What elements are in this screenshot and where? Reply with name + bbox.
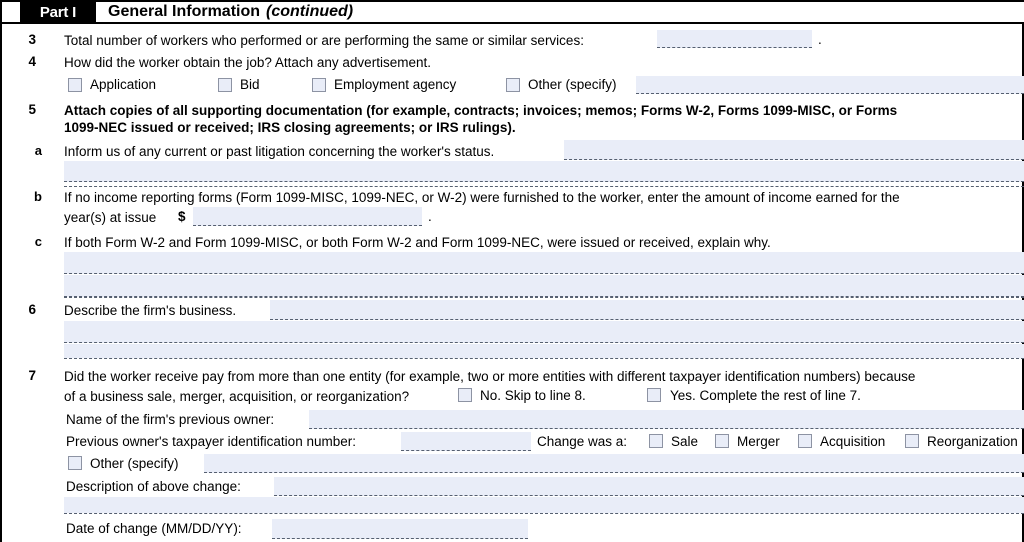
prev-owner-name-input[interactable] (309, 410, 1024, 429)
line-4 (2, 52, 1024, 92)
checkbox-other-specify-label: Other (specify) (528, 77, 617, 92)
checkbox-bid[interactable] (218, 78, 232, 92)
description-of-change-input-1[interactable] (274, 477, 1024, 496)
line-5a-input-1[interactable] (564, 140, 1024, 160)
checkbox-change-other-specify-label: Other (specify) (90, 456, 179, 471)
checkbox-change-other-specify[interactable] (68, 456, 82, 470)
checkbox-change-merger[interactable] (715, 434, 729, 448)
line-4-other-input[interactable] (636, 76, 1024, 94)
checkbox-no-skip-line-8[interactable] (458, 388, 472, 402)
line-5a-letter: a (34, 143, 42, 158)
checkbox-change-sale[interactable] (649, 434, 663, 448)
line-6-number: 6 (28, 302, 36, 317)
checkbox-bid-label: Bid (240, 77, 260, 92)
line-7-text-2: of a business sale, merger, acquisition, or reorganization? (64, 389, 410, 404)
line-5b-text-1: If no income reporting forms (Form 1099-MISC, 1099-NEC, or W-2) were furnished to the worker, enter the amount of income earned for the (64, 190, 900, 205)
line-6 (2, 300, 1024, 364)
line-3-text: Total number of workers who performed or are performing the same or similar services: (64, 33, 584, 48)
checkbox-application-label: Application (90, 77, 157, 92)
checkbox-change-acquisition-label: Acquisition (820, 434, 886, 449)
line-5-text-1: Attach copies of all supporting documentation (for example, contracts; invoices; memos; Forms W-2, Forms 1099-MISC, or Forms (64, 103, 898, 118)
line-5-number: 5 (28, 102, 36, 117)
rule-after-5a (64, 186, 1024, 187)
checkbox-yes-complete-line-7[interactable] (647, 388, 661, 402)
page-title (108, 2, 353, 22)
line-5b (2, 187, 1024, 231)
checkbox-employment-agency[interactable] (312, 78, 326, 92)
line-6-input-2[interactable] (64, 321, 1024, 343)
line-5b-text-2: year(s) at issue (64, 210, 157, 225)
line-4-number: 4 (28, 54, 36, 69)
line-6-input-3[interactable] (64, 344, 1024, 358)
line-5b-letter: b (34, 189, 42, 204)
checkbox-employment-agency-label: Employment agency (334, 77, 457, 92)
line-4-text: How did the worker obtain the job? Attach any advertisement. (64, 55, 431, 70)
line-5c-text: If both Form W-2 and Form 1099-MISC, or both Form W-2 and Form 1099-NEC, were issued or received, explain why. (64, 235, 771, 250)
checkbox-change-reorganization-label: Reorganization (927, 434, 1018, 449)
part-label: Part I (20, 2, 96, 22)
line-5c (2, 232, 1024, 292)
line-3 (2, 30, 1024, 50)
part-header (2, 0, 1024, 24)
line-5 (2, 100, 1024, 136)
line-6-text: Describe the firm's business. (64, 303, 237, 318)
part-title-text: General Information (108, 3, 261, 20)
checkbox-application[interactable] (68, 78, 82, 92)
line-5c-input-2[interactable] (64, 275, 1024, 297)
line-6-rule (64, 358, 1024, 359)
line-7 (2, 366, 1024, 542)
checkbox-other-specify[interactable] (506, 78, 520, 92)
line-6-input-1[interactable] (270, 300, 1024, 320)
line-3-number: 3 (28, 32, 36, 47)
date-of-change-input[interactable] (272, 519, 528, 539)
change-was-a-label: Change was a: (537, 434, 628, 449)
dollar-sign-icon: $ (178, 209, 186, 224)
line-5c-input-1[interactable] (64, 252, 1024, 274)
date-of-change-label: Date of change (MM/DD/YY): (66, 521, 242, 536)
line-7-other-input[interactable] (204, 454, 1024, 473)
line-5a-input-2[interactable] (64, 161, 1024, 182)
part-title-continued: (continued) (266, 3, 354, 20)
checkbox-change-acquisition[interactable] (798, 434, 812, 448)
line-5a (2, 140, 1024, 188)
prev-owner-tin-label: Previous owner's taxpayer identification number: (66, 434, 356, 449)
checkbox-no-skip-line-8-label: No. Skip to line 8. (480, 388, 586, 403)
line-7-number: 7 (28, 368, 36, 383)
prev-owner-name-label: Name of the firm's previous owner: (66, 412, 275, 427)
checkbox-yes-complete-line-7-label: Yes. Complete the rest of line 7. (670, 388, 861, 403)
line-7-text-1: Did the worker receive pay from more than one entity (for example, two or more entities with different taxpayer identification numbers) because (64, 369, 916, 384)
checkbox-change-reorganization[interactable] (905, 434, 919, 448)
description-of-change-label: Description of above change: (66, 479, 241, 494)
line-5a-text: Inform us of any current or past litigation concerning the worker's status. (64, 144, 495, 159)
line-3-period: . (818, 32, 822, 47)
description-of-change-input-2[interactable] (64, 497, 1024, 513)
line-5b-amount-input[interactable] (193, 207, 422, 226)
line-5b-period: . (428, 209, 432, 224)
line-5c-letter: c (34, 234, 42, 249)
checkbox-change-merger-label: Merger (737, 434, 780, 449)
description-of-change-rule (64, 513, 1024, 514)
checkbox-change-sale-label: Sale (671, 434, 699, 449)
prev-owner-tin-input[interactable] (401, 432, 531, 451)
line-3-input[interactable] (657, 30, 812, 48)
rule-after-5c (64, 297, 1024, 298)
line-5-text-2: 1099-NEC issued or received; IRS closing agreements; or IRS rulings). (64, 120, 516, 135)
